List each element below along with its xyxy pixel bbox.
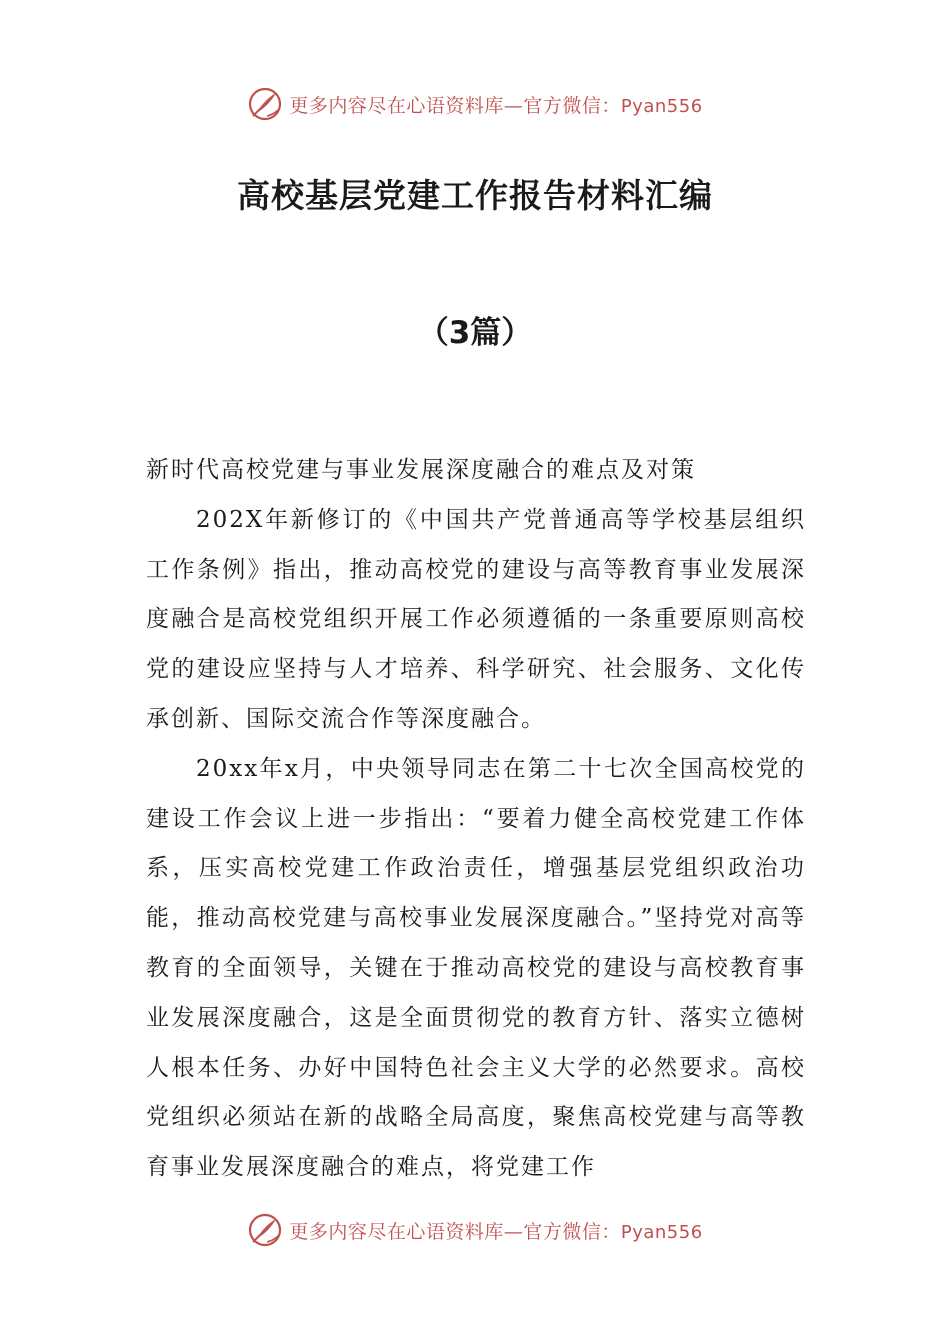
watermark-banner-top [0,82,950,126]
paragraph-1: 202X年新修订的《中国共产党普通高等学校基层组织工作条例》指出，推动高校党的建设与高等教育事业发展深度融合是高校党组织开展工作必须遵循的一条重要原则高校党的建设应坚持与人才培养、科学研究、社会服务、文化传承创新、国际交流合作等深度融合。 [146,506,806,732]
document-subtitle: （3篇） [417,315,533,351]
document-title: 高校基层党建工作报告材料汇编 [237,176,713,215]
section-heading: 新时代高校党建与事业发展深度融合的难点及对策 [146,457,696,483]
quill-logo-icon [247,86,283,122]
watermark-banner-bottom [0,1208,950,1252]
quill-logo-icon [247,1212,283,1248]
watermark-text: 更多内容尽在心语资料库—官方微信：Pyan556 [289,1220,703,1243]
wechat-id: Pyan556 [620,95,703,117]
watermark-text: 更多内容尽在心语资料库—官方微信：Pyan556 [289,94,703,117]
wechat-id: Pyan556 [620,1221,703,1243]
paragraph-2: 20xx年x月，中央领导同志在第二十七次全国高校党的建设工作会议上进一步指出：“要着力健全高校党建工作体系，压实高校党建工作政治责任，增强基层党组织政治功能，推动高校党建与高校事业发展深度融合。”坚持党对高等教育的全面领导，关键在于推动高校党的建设与高校教育事业发展深度融合，这是全面贯彻党的教育方针、落实立德树人根本任务、办好中国特色社会主义大学的必然要求。高校党组织必须站在新的战略全局高度，聚焦高校党建与高等教育事业发展深度融合的难点，将党建工作 [146,755,806,1181]
document-body [146,446,806,1193]
